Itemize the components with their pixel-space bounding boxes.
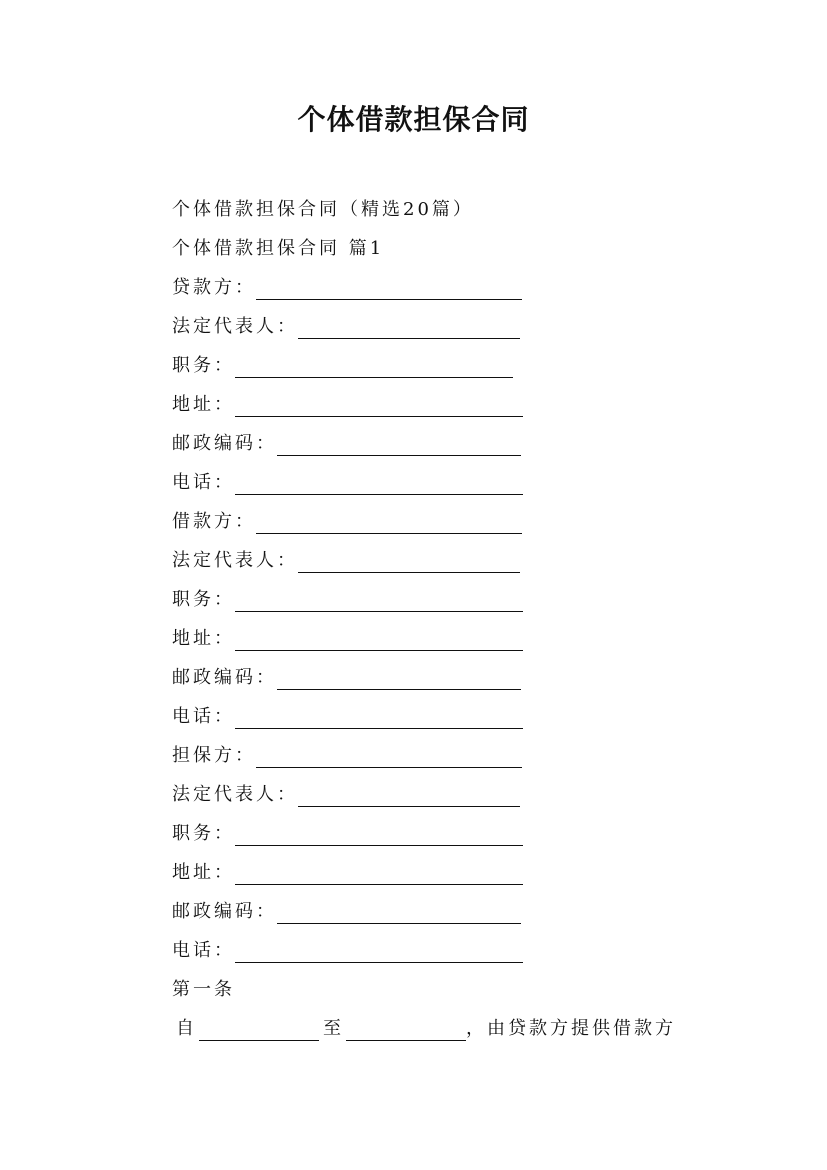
guarantor-rep-label: 法定代表人： — [172, 784, 298, 805]
guarantor-phone-label: 电话： — [172, 940, 235, 961]
clause-1-text — [172, 1009, 732, 1048]
clause-1-from: 自 — [176, 1018, 197, 1039]
borrower-party-blank[interactable] — [256, 513, 522, 534]
lender-rep-blank[interactable] — [298, 318, 520, 339]
borrower-position-label: 职务： — [172, 589, 235, 610]
guarantor-address-blank[interactable] — [235, 864, 523, 885]
guarantor-position-blank[interactable] — [235, 825, 523, 846]
clause-1-to: 至 — [323, 1018, 344, 1039]
borrower-address-row — [172, 619, 732, 658]
borrower-address-blank[interactable] — [235, 630, 523, 651]
borrower-position-row — [172, 580, 732, 619]
clause-1-tail: ，由贷款方提供借款方 — [466, 1018, 676, 1039]
guarantor-rep-row — [172, 775, 732, 814]
guarantor-party-blank[interactable] — [256, 747, 522, 768]
borrower-address-label: 地址： — [172, 628, 235, 649]
contract-subtitle — [172, 190, 732, 229]
borrower-postcode-blank[interactable] — [277, 669, 521, 690]
lender-rep-row — [172, 307, 732, 346]
lender-postcode-row — [172, 424, 732, 463]
borrower-phone-row — [172, 697, 732, 736]
guarantor-postcode-label: 邮政编码： — [172, 901, 277, 922]
lender-party-label: 贷款方： — [172, 277, 256, 298]
lender-position-row — [172, 346, 732, 385]
section-heading — [172, 229, 732, 268]
guarantor-phone-blank[interactable] — [235, 942, 523, 963]
lender-position-blank[interactable] — [235, 357, 513, 378]
borrower-phone-blank[interactable] — [235, 708, 523, 729]
guarantor-address-row — [172, 853, 732, 892]
contract-body — [172, 190, 732, 1048]
lender-phone-label: 电话： — [172, 472, 235, 493]
borrower-rep-row — [172, 541, 732, 580]
start-date-blank[interactable] — [199, 1020, 319, 1041]
clause-1-heading-text: 第一条 — [172, 979, 235, 1000]
borrower-postcode-row — [172, 658, 732, 697]
lender-party-blank[interactable] — [256, 279, 522, 300]
lender-phone-row — [172, 463, 732, 502]
guarantor-address-label: 地址： — [172, 862, 235, 883]
guarantor-rep-blank[interactable] — [298, 786, 520, 807]
borrower-phone-label: 电话： — [172, 706, 235, 727]
lender-party-row — [172, 268, 732, 307]
borrower-rep-blank[interactable] — [298, 552, 520, 573]
borrower-rep-label: 法定代表人： — [172, 550, 298, 571]
guarantor-position-label: 职务： — [172, 823, 235, 844]
lender-phone-blank[interactable] — [235, 474, 523, 495]
guarantor-party-label: 担保方： — [172, 745, 256, 766]
borrower-position-blank[interactable] — [235, 591, 523, 612]
lender-rep-label: 法定代表人： — [172, 316, 298, 337]
clause-1-heading — [172, 970, 732, 1009]
lender-address-row — [172, 385, 732, 424]
end-date-blank[interactable] — [346, 1020, 466, 1041]
borrower-party-label: 借款方： — [172, 511, 256, 532]
borrower-party-row — [172, 502, 732, 541]
guarantor-phone-row — [172, 931, 732, 970]
lender-address-label: 地址： — [172, 394, 235, 415]
lender-postcode-blank[interactable] — [277, 435, 521, 456]
section-heading-text: 个体借款担保合同 篇1 — [172, 238, 385, 259]
guarantor-postcode-blank[interactable] — [277, 903, 521, 924]
lender-postcode-label: 邮政编码： — [172, 433, 277, 454]
lender-position-label: 职务： — [172, 355, 235, 376]
guarantor-party-row — [172, 736, 732, 775]
guarantor-postcode-row — [172, 892, 732, 931]
borrower-postcode-label: 邮政编码： — [172, 667, 277, 688]
document-title: 个体借款担保合同 — [297, 103, 530, 136]
subtitle-text: 个体借款担保合同（精选20篇） — [172, 199, 474, 220]
guarantor-position-row — [172, 814, 732, 853]
lender-address-blank[interactable] — [235, 396, 523, 417]
